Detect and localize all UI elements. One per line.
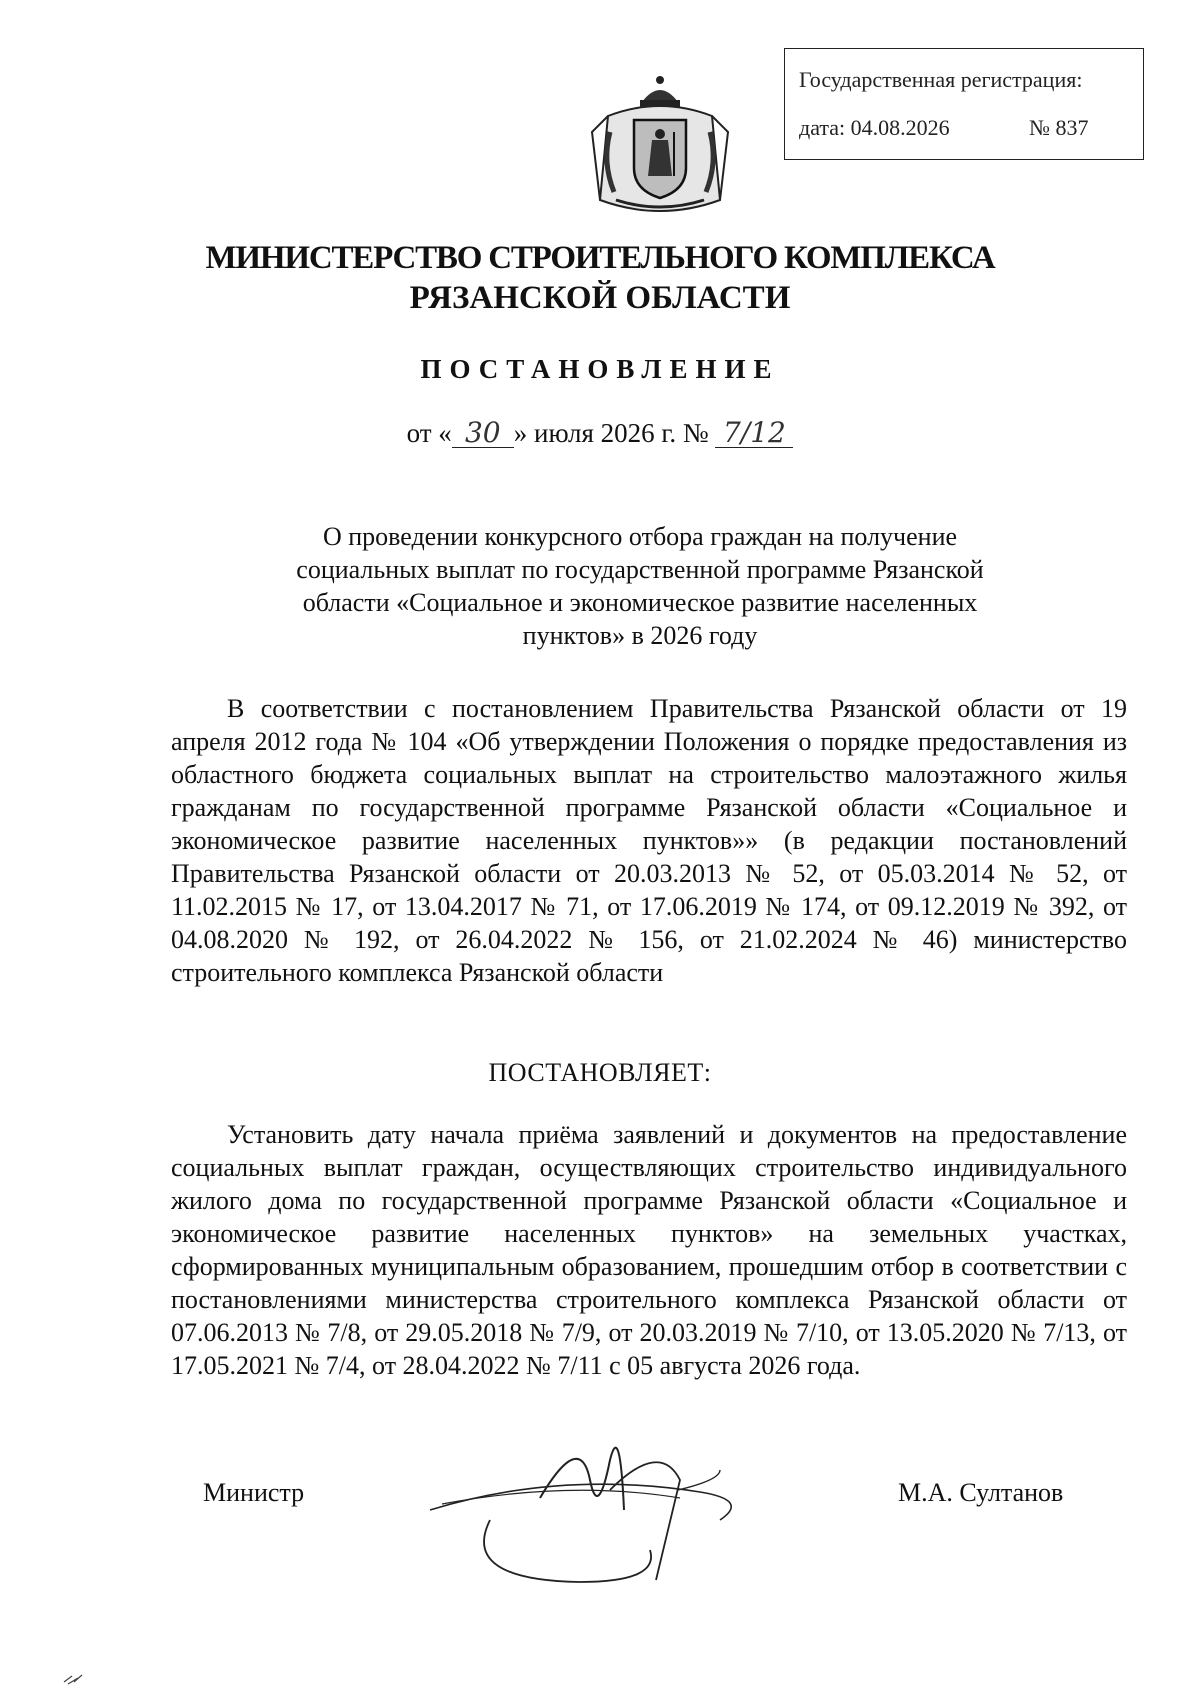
paragraph-preamble: В соответствии с постановлением Правительства Рязанской области от 19 апреля 2012 года № 104 «Об утверждении Положения о порядке предоставления из областного бюджета социальных выплат на строительство малоэтажного жилья гражданам по государственной программе Рязанской области «Социальное и экономическое развитие населенных пунктов»» (в редакции постановлений Правительства Рязанской области от 20.03.2013 № 52, от 05.03.2014 № 52, от 11.02.2015 № 17, от 13.04.2017 № 71, от 17.06.2019 № 174, от 09.12.2019 № 392, от 04.08.2020 № 192, от 26.04.2022 № 156, от 21.02.2024 № 46) министерство строительного комплекса Рязанской области (171, 694, 1127, 987)
date-suffix: » июля 2026 г. № (513, 418, 709, 448)
signatory-name: М.А. Султанов (898, 1478, 1064, 1507)
date-prefix: от « (406, 418, 452, 448)
document-type: ПОСТАНОВЛЕНИЕ (420, 354, 780, 384)
registration-title: Государственная регистрация: (799, 67, 1083, 92)
decree-heading: ПОСТАНОВЛЯЕТ: (488, 1058, 712, 1087)
document-number: 7/12 (715, 418, 793, 448)
ministry-name-line2: РЯЗАНСКОЙ ОБЛАСТИ (409, 280, 791, 316)
coat-of-arms-icon (580, 72, 740, 222)
registration-stamp (784, 48, 1144, 160)
handwritten-signature-icon (420, 1400, 780, 1600)
document-subject: О проведении конкурсного отбора граждан на получение социальных выплат по государственной программе Рязанской области «Социальное и экономическое развитие населенных пунктов» в 2026 году (296, 522, 984, 650)
paragraph-resolution: Установить дату начала приёма заявлений и документов на предоставление социальных выплат граждан, осуществляющих строительство индивидуального жилого дома по государственной программе Рязанской области «Социальное и экономическое развитие населенных пунктов» на земельных участках, сформированных муниципальным образованием, прошедшим отбор в соответствии с постановлениями министерства строительного комплекса Рязанской области от 07.06.2013 № 7/8, от 29.05.2018 № 7/9, от 20.03.2019 № 7/10, от 13.05.2020 № 7/13, от 17.05.2021 № 7/4, от 28.04.2022 № 7/11 с 05 августа 2026 года. (171, 1120, 1127, 1380)
document-date-line (0, 418, 1200, 449)
scan-mark-icon (62, 1672, 84, 1686)
registration-date: дата: 04.08.2026 (799, 115, 950, 140)
registration-number: № 837 (1029, 115, 1089, 140)
date-day: 30 (452, 418, 514, 448)
signatory-title: Министр (203, 1478, 305, 1507)
ministry-name-line1: МИНИСТЕРСТВО СТРОИТЕЛЬНОГО КОМПЛЕКСА (205, 240, 995, 276)
